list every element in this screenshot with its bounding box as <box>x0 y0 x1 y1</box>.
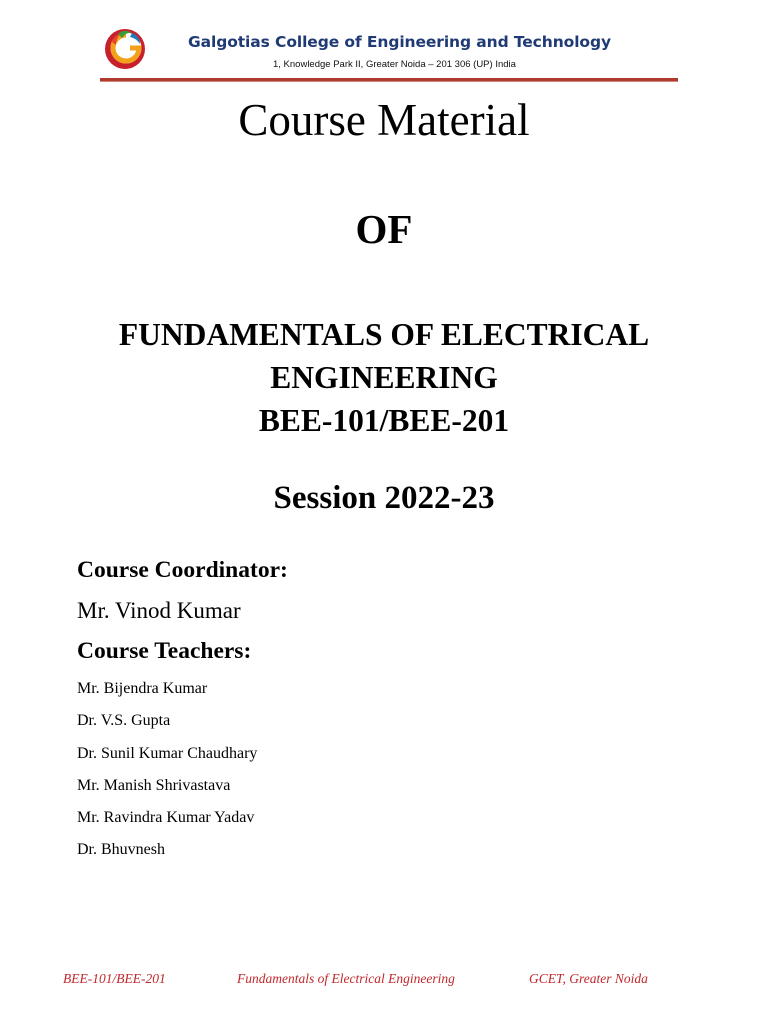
course-code: BEE-101/BEE-201 <box>258 403 510 438</box>
page-title: Course Material <box>238 95 530 145</box>
coordinator-label: Course Coordinator: <box>77 557 288 583</box>
list-item: Dr. V.S. Gupta <box>77 712 171 730</box>
teachers-label: Course Teachers: <box>77 638 252 664</box>
subject-line-2: ENGINEERING <box>270 360 498 395</box>
college-address: 1, Knowledge Park II, Greater Noida – 201 306 (UP) India <box>273 59 516 70</box>
college-name: Galgotias College of Engineering and Technology <box>188 33 611 51</box>
footer-course-title: Fundamentals of Electrical Engineering <box>237 971 455 986</box>
list-item: Mr. Bijendra Kumar <box>77 680 208 697</box>
list-item: Dr. Sunil Kumar Chaudhary <box>77 744 258 762</box>
subject-line-1: FUNDAMENTALS OF ELECTRICAL <box>118 317 650 352</box>
footer-institution: GCET, Greater Noida <box>529 971 648 986</box>
subject-heading <box>0 313 768 442</box>
header-divider <box>100 78 678 82</box>
list-item: Mr. Manish Shrivastava <box>77 776 231 794</box>
title-of: OF <box>355 206 413 252</box>
session-heading: Session 2022-23 <box>273 480 495 516</box>
footer-course-code: BEE-101/BEE-201 <box>63 971 166 986</box>
galgotias-logo-icon <box>104 26 148 72</box>
coordinator-name: Mr. Vinod Kumar <box>77 598 241 623</box>
teachers-list <box>77 677 257 871</box>
list-item: Mr. Ravindra Kumar Yadav <box>77 809 255 827</box>
document-header <box>100 22 680 84</box>
list-item: Dr. Bhuvnesh <box>77 841 165 859</box>
